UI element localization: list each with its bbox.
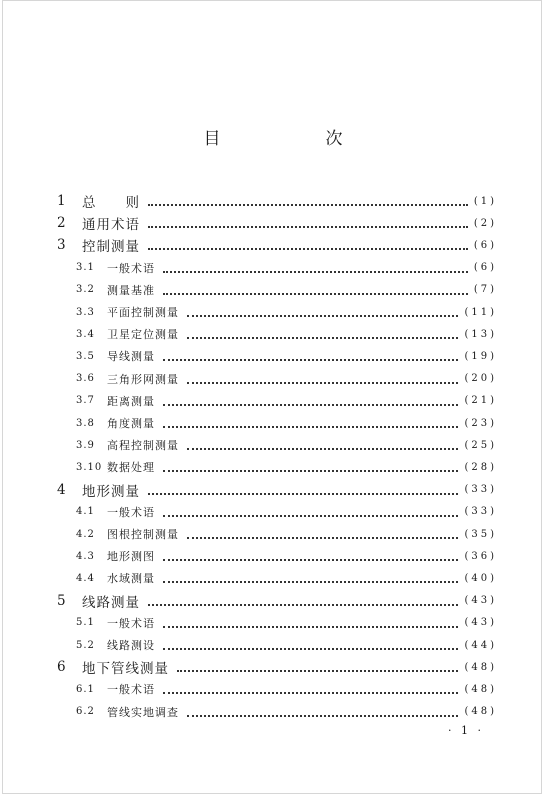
- toc-leader-dots: [163, 259, 468, 273]
- toc-entry[interactable]: [76, 302, 497, 322]
- toc-entry-number: 4.3: [76, 550, 95, 562]
- toc-entry-number: 4.4: [76, 572, 95, 584]
- toc-entry[interactable]: [76, 346, 497, 366]
- toc-leader-dots: [163, 414, 458, 428]
- toc-entry-number: 3.1: [76, 262, 95, 274]
- toc-entry[interactable]: [76, 391, 497, 411]
- toc-entry-title: 一般术语: [107, 616, 155, 630]
- toc-entry-title: 线路测量: [82, 594, 140, 611]
- toc-entry-number: 3.10: [76, 461, 103, 473]
- toc-entry-page: (21): [464, 395, 497, 407]
- toc-entry[interactable]: [57, 235, 497, 255]
- toc-entry-page: (11): [464, 306, 497, 318]
- toc-entry-page: (48): [464, 661, 497, 673]
- toc-entry-page: (2): [473, 217, 497, 229]
- toc-entry-title: 一般术语: [107, 683, 155, 697]
- toc-entry-number: 6.2: [76, 706, 95, 718]
- toc-entry-title: 导线测量: [107, 350, 155, 364]
- toc-leader-dots: [163, 458, 458, 472]
- toc-entry[interactable]: [76, 435, 497, 455]
- toc-leader-dots: [148, 192, 468, 206]
- toc-entry-title: 地形测量: [82, 483, 140, 500]
- toc-entry-page: (6): [473, 239, 497, 251]
- toc-entry[interactable]: [76, 546, 497, 566]
- toc-entry-number: 3: [57, 237, 66, 254]
- toc-entry-title: 距离测量: [107, 394, 155, 408]
- toc-entry[interactable]: [57, 591, 497, 611]
- toc-entry-title: 通用术语: [82, 217, 140, 234]
- toc-leader-dots: [148, 592, 458, 606]
- toc-entry-title: 角度测量: [107, 417, 155, 430]
- toc-entry-title: 一般术语: [107, 505, 155, 519]
- toc-leader-dots: [177, 658, 458, 672]
- toc-entry-title: 图根控制测量: [107, 528, 179, 541]
- toc-leader-dots: [187, 303, 458, 317]
- toc-leader-dots: [163, 347, 458, 361]
- toc-entry-title: 高程控制测量: [107, 439, 179, 453]
- toc-leader-dots: [163, 680, 458, 694]
- toc-entry-page: (43): [464, 617, 497, 629]
- toc-leader-dots: [148, 236, 468, 250]
- toc-entry[interactable]: [57, 657, 497, 677]
- toc-entry-page: (36): [464, 550, 497, 562]
- toc-entry-page: (19): [464, 350, 497, 362]
- toc-entry-page: (13): [464, 328, 497, 340]
- toc-entry[interactable]: [76, 613, 497, 633]
- toc-entry-page: (44): [464, 639, 497, 651]
- toc-entry-number: 3.9: [76, 439, 95, 451]
- toc-entry[interactable]: [76, 280, 497, 300]
- toc-entry-title: 水域测量: [107, 572, 155, 586]
- toc-entry-title: 测量基准: [107, 283, 155, 297]
- toc-entry-number: 5: [57, 592, 66, 609]
- toc-entry-page: (33): [464, 506, 497, 518]
- toc-leader-dots: [187, 370, 458, 384]
- toc-entry[interactable]: [76, 324, 497, 344]
- toc-entry-title: 地下管线测量: [82, 661, 169, 678]
- toc-leader-dots: [187, 525, 458, 539]
- toc-entry-number: 3.6: [76, 373, 95, 385]
- toc-entry[interactable]: [57, 480, 497, 500]
- toc-entry-number: 4: [57, 481, 66, 498]
- toc-leader-dots: [163, 569, 458, 583]
- toc-entry[interactable]: [76, 369, 497, 389]
- toc-entry[interactable]: [57, 213, 497, 233]
- toc-leader-dots: [163, 614, 458, 628]
- toc-entry[interactable]: [76, 457, 497, 477]
- toc-entry-number: 2: [57, 215, 66, 232]
- toc-leader-dots: [187, 703, 458, 717]
- toc-entry-title: 数据处理: [107, 461, 155, 475]
- toc-entry-number: 3.3: [76, 306, 95, 318]
- toc-entry-number: 3.4: [76, 328, 95, 340]
- toc-entry-number: 5.1: [76, 617, 95, 629]
- toc-entry-page: (28): [464, 461, 497, 473]
- toc-entry[interactable]: [76, 679, 497, 699]
- toc-entry-page: (40): [464, 572, 497, 584]
- toc-entry[interactable]: [76, 258, 497, 278]
- toc-entry-page: (1): [473, 195, 497, 207]
- toc-entry-number: 6.1: [76, 683, 95, 695]
- toc-entry-number: 6: [57, 659, 66, 676]
- toc-leader-dots: [148, 481, 458, 495]
- toc-entry[interactable]: [76, 502, 497, 522]
- toc-entry-number: 4.2: [76, 528, 95, 540]
- toc-entry-page: (23): [464, 417, 497, 429]
- toc-entry-title: 管线实地调查: [107, 705, 179, 719]
- toc-entry-number: 1: [57, 193, 66, 209]
- toc-leader-dots: [163, 636, 458, 650]
- toc-leader-dots: [187, 325, 458, 339]
- toc-leader-dots: [148, 214, 468, 228]
- toc-entry-number: 5.2: [76, 639, 95, 651]
- toc-entry-page: (7): [473, 284, 497, 296]
- toc-entry-title: 线路测设: [107, 639, 155, 652]
- page-title: 目 次: [203, 129, 387, 149]
- toc-entry-number: 3.8: [76, 417, 95, 429]
- toc-entry-page: (6): [473, 262, 497, 274]
- toc-entry-page: (43): [464, 595, 497, 607]
- toc-entry-page: (25): [464, 439, 497, 451]
- toc-entry-title: 一般术语: [107, 261, 155, 275]
- toc-entry[interactable]: [76, 413, 497, 433]
- toc-leader-dots: [163, 281, 468, 295]
- toc-entry-title: 总 则: [82, 195, 140, 211]
- toc-entry-page: (20): [464, 373, 497, 385]
- toc-leader-dots: [163, 392, 458, 406]
- toc-entry-number: 3.5: [76, 350, 95, 362]
- toc-entry[interactable]: [76, 524, 497, 544]
- toc-entry[interactable]: [76, 702, 497, 722]
- page-number: · 1 ·: [448, 724, 484, 737]
- toc-entry-number: 4.1: [76, 506, 95, 518]
- toc-leader-dots: [163, 503, 458, 517]
- toc-entry-page: (48): [464, 706, 497, 718]
- toc-entry-page: (48): [464, 683, 497, 695]
- toc-entry-title: 地形测图: [107, 550, 155, 564]
- toc-entry-number: 3.2: [76, 284, 95, 296]
- toc-entry-title: 三角形网测量: [107, 372, 179, 386]
- toc-entry-page: (35): [464, 528, 497, 540]
- toc-entry-number: 3.7: [76, 395, 95, 407]
- toc-leader-dots: [187, 436, 458, 450]
- toc-entry[interactable]: [76, 568, 497, 588]
- toc-entry-title: 平面控制测量: [107, 306, 179, 319]
- toc-entry-title: 控制测量: [82, 239, 140, 256]
- toc-entry-title: 卫星定位测量: [107, 328, 179, 342]
- toc-entry-page: (33): [464, 484, 497, 496]
- toc-leader-dots: [163, 547, 458, 561]
- toc-entry[interactable]: [57, 191, 497, 211]
- toc-entry[interactable]: [76, 635, 497, 655]
